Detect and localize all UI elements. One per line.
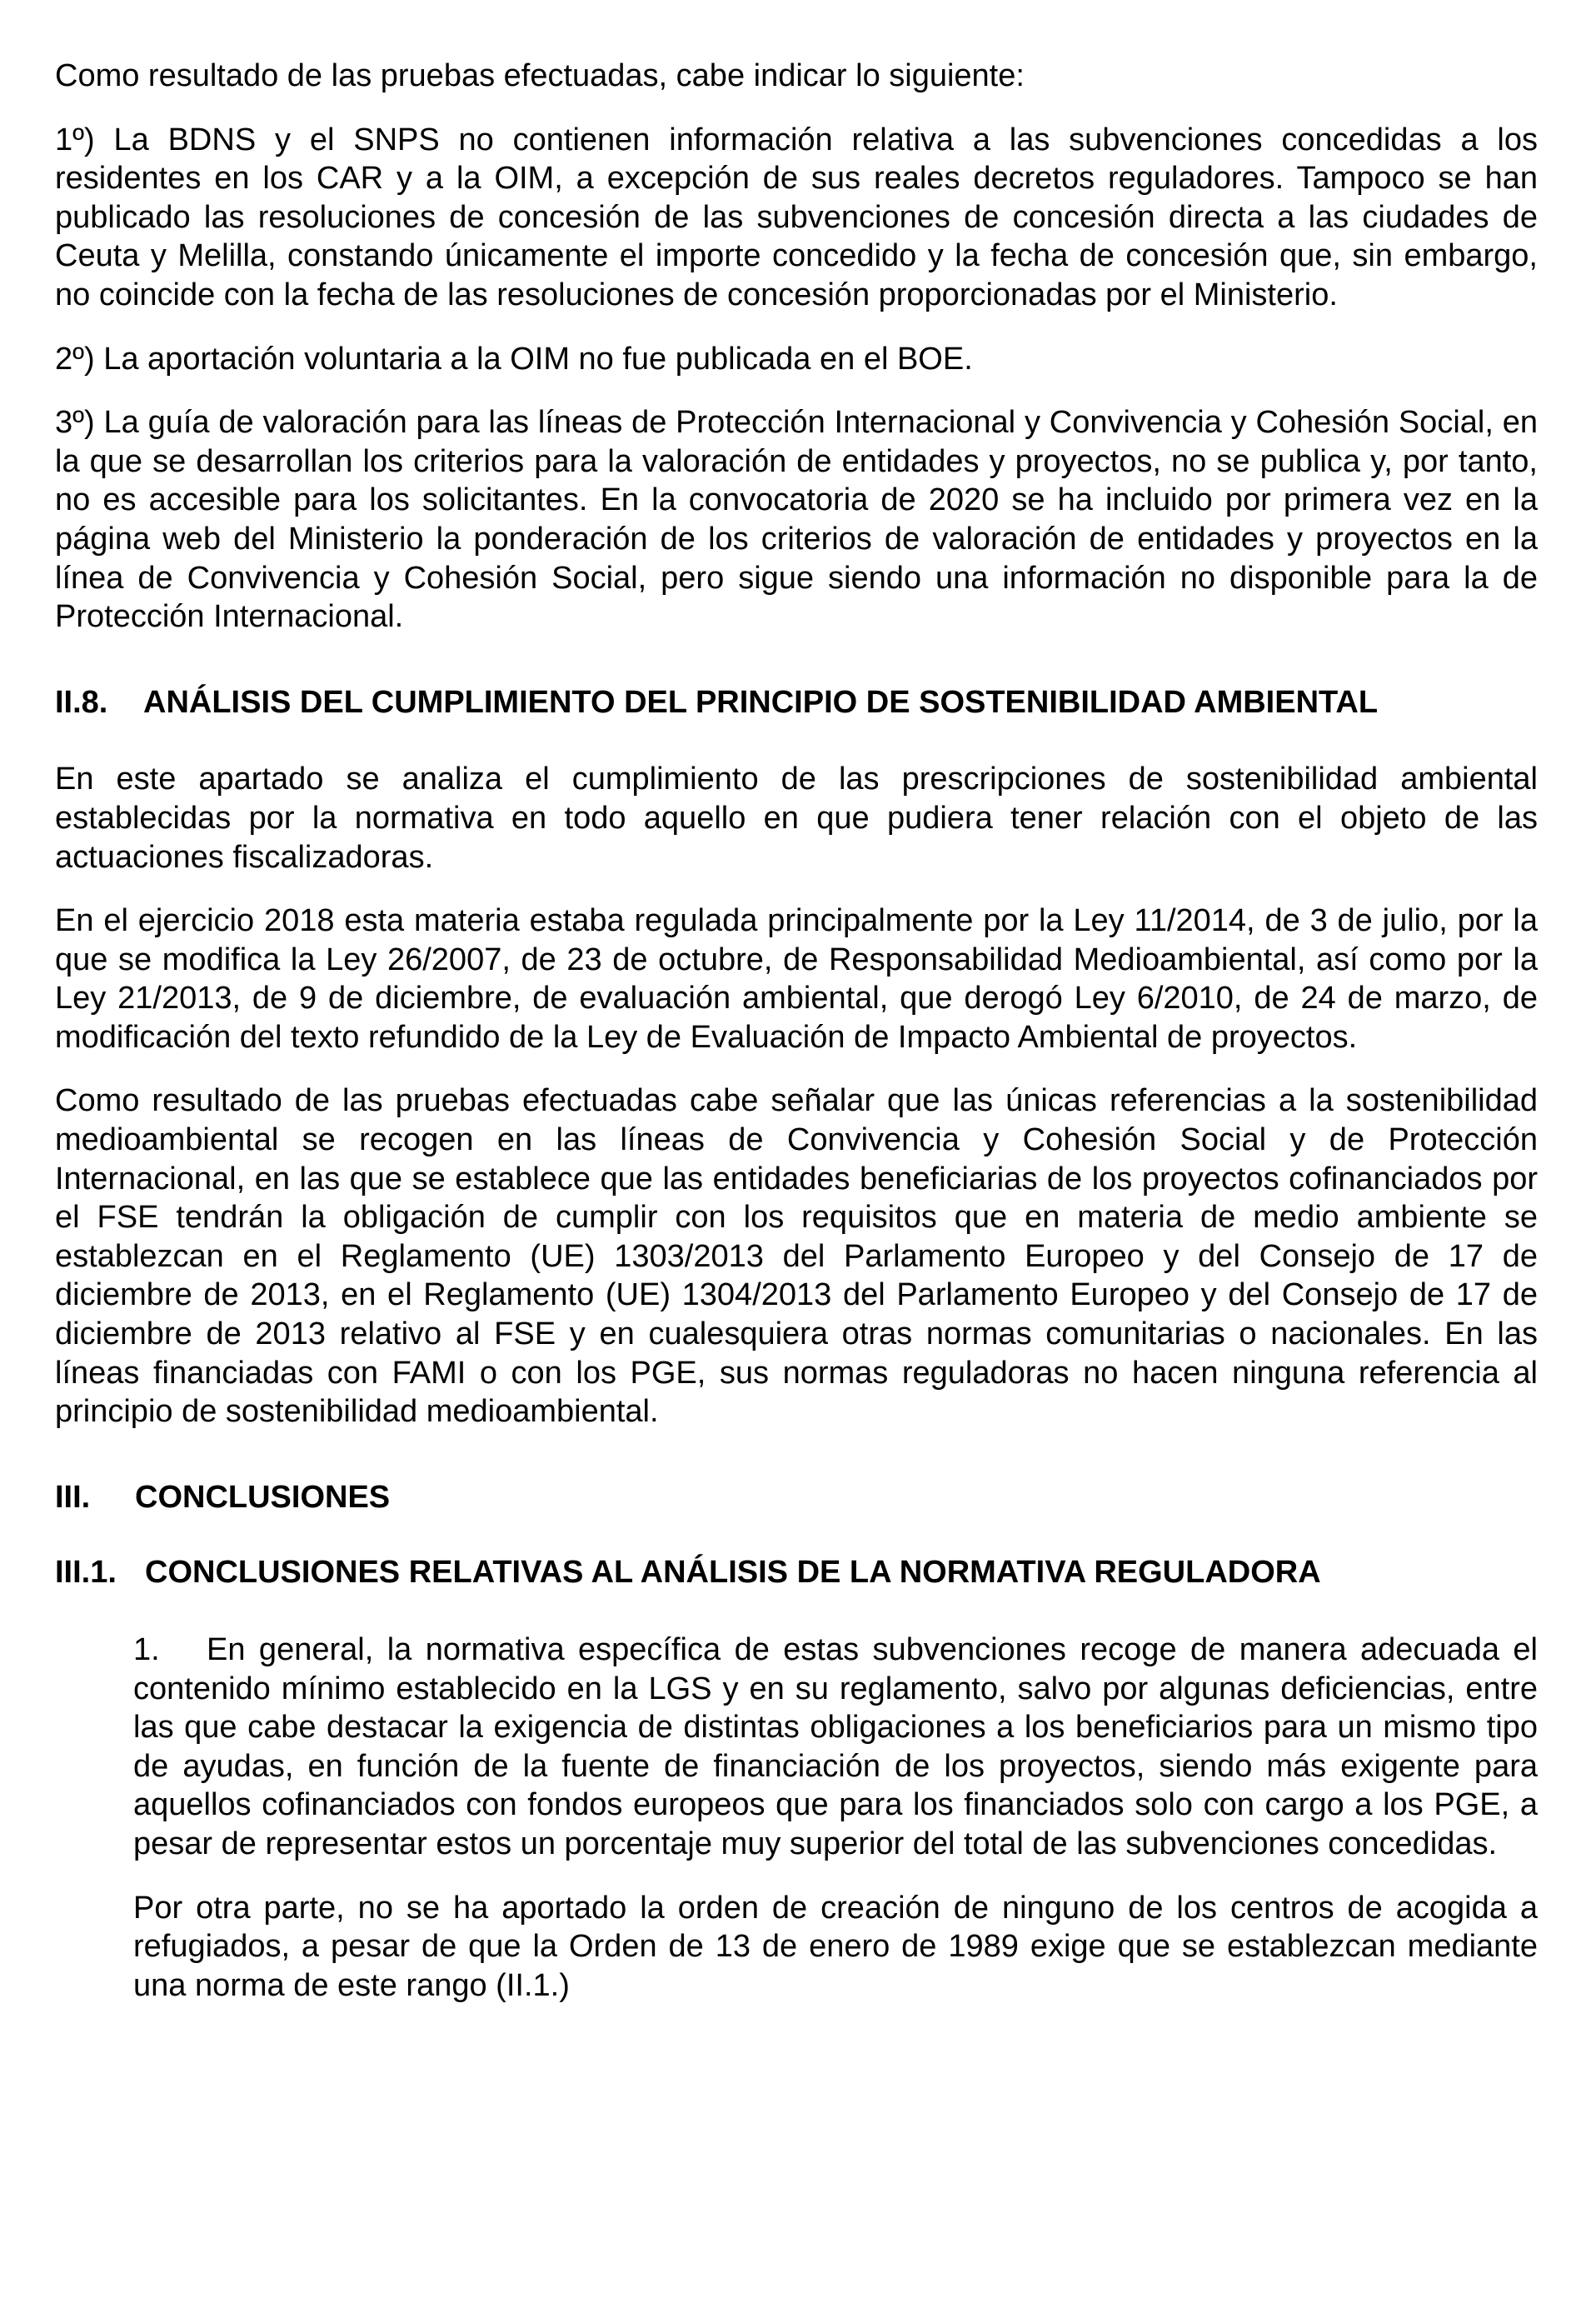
section-ii8-paragraph-1: En este apartado se analiza el cumplimiento de las prescripciones de sostenibilidad ambiental establecidas por la normativa en todo aquello en que pudiera tener relación con el objeto de las actuaciones fiscalizadoras. (55, 762, 1538, 875)
section-iii-title: CONCLUSIONES (135, 1479, 391, 1515)
section-iii-number: III. (55, 1479, 91, 1515)
conclusion-item-1 (55, 1631, 1538, 1864)
point-1-paragraph: 1º) La BDNS y el SNPS no contienen información relativa a las subvenciones concedidas a los residentes en los CAR y a la OIM, a excepción de sus reales decretos reguladores. Tampoco se han publicado las resoluciones de concesión de las subvenciones de concesión directa a las ciudades de Ceuta y Melilla, constando únicamente el importe concedido y la fecha de concesión que, sin embargo, no coincide con la fecha de las resoluciones de concesión proporcionadas por el Ministerio. (55, 122, 1538, 312)
conclusion-item-1-text: En general, la normativa específica de estas subvenciones recoge de manera adecuada el contenido mínimo establecido en la LGS y en su reglamento, salvo por algunas deficiencias, entre las que cabe destacar la exigencia de distintas obligaciones a los beneficiarios para un mismo tipo de ayudas, en función de la fuente de financiación de los proyectos, siendo más exigente para aquellos cofinanciados con fondos europeos que para los financiados solo con cargo a los PGE, a pesar de representar estos un porcentaje muy superior del total de las subvenciones concedidas. (133, 1632, 1538, 1861)
conclusion-item-1-number: 1. (133, 1632, 160, 1667)
point-2-paragraph: 2º) La aportación voluntaria a la OIM no fue publicada en el BOE. (55, 341, 973, 377)
section-iii1-title: CONCLUSIONES RELATIVAS AL ANÁLISIS DE LA NORMATIVA REGULADORA (145, 1555, 1321, 1591)
conclusion-follow-up-paragraph: Por otra parte, no se ha aportado la orden de creación de ninguno de los centros de acogida a refugiados, a pesar de que la Orden de 13 de enero de 1989 exige que se establezcan mediante una norma de este rango (II.1.) (133, 1890, 1538, 2003)
section-iii-heading (55, 1478, 1538, 1517)
section-ii8-heading (55, 683, 1538, 722)
document-page (55, 57, 1538, 2005)
intro-paragraph: Como resultado de las pruebas efectuadas, cabe indicar lo siguiente: (55, 58, 1025, 93)
section-ii8-title: ANÁLISIS DEL CUMPLIMIENTO DEL PRINCIPIO DE SOSTENIBILIDAD AMBIENTAL (143, 684, 1379, 720)
section-ii8-paragraph-3: Como resultado de las pruebas efectuadas cabe señalar que las únicas referencias a la sostenibilidad medioambiental se recogen en las líneas de Convivencia y Cohesión Social y de Protección Internacional, en las que se establece que las entidades beneficiarias de los proyectos cofinanciados por el FSE tendrán la obligación de cumplir con los requisitos que en materia de medio ambiente se establezcan en el Reglamento (UE) 1303/2013 del Parlamento Europeo y del Consejo de 17 de diciembre de 2013, en el Reglamento (UE) 1304/2013 del Parlamento Europeo y del Consejo de 17 de diciembre de 2013 relativo al FSE y en cualesquiera otras normas comunitarias o nacionales. En las líneas financiadas con FAMI o con los PGE, sus normas reguladoras no hacen ninguna referencia al principio de sostenibilidad medioambiental. (55, 1083, 1538, 1430)
section-ii8-paragraph-2: En el ejercicio 2018 esta materia estaba regulada principalmente por la Ley 11/2014, de 3 de julio, por la que se modifica la Ley 26/2007, de 23 de octubre, de Responsabilidad Medioambiental, así como por la Ley 21/2013, de 9 de diciembre, de evaluación ambiental, que derogó Ley 6/2010, de 24 de marzo, de modificación del texto refundido de la Ley de Evaluación de Impacto Ambiental de proyectos. (55, 903, 1538, 1055)
section-iii1-heading (55, 1553, 1538, 1592)
point-3-paragraph: 3º) La guía de valoración para las líneas de Protección Internacional y Convivencia y Cohesión Social, en la que se desarrollan los criterios para la valoración de entidades y proyectos, no se publica y, por tanto, no es accesible para los solicitantes. En la convocatoria de 2020 se ha incluido por primera vez en la página web del Ministerio la ponderación de los criterios de valoración de entidades y proyectos en la línea de Convivencia y Cohesión Social, pero sigue siendo una información no disponible para la de Protección Internacional. (55, 405, 1538, 635)
section-ii8-number: II.8. (55, 684, 108, 720)
section-iii1-number: III.1. (55, 1555, 117, 1591)
